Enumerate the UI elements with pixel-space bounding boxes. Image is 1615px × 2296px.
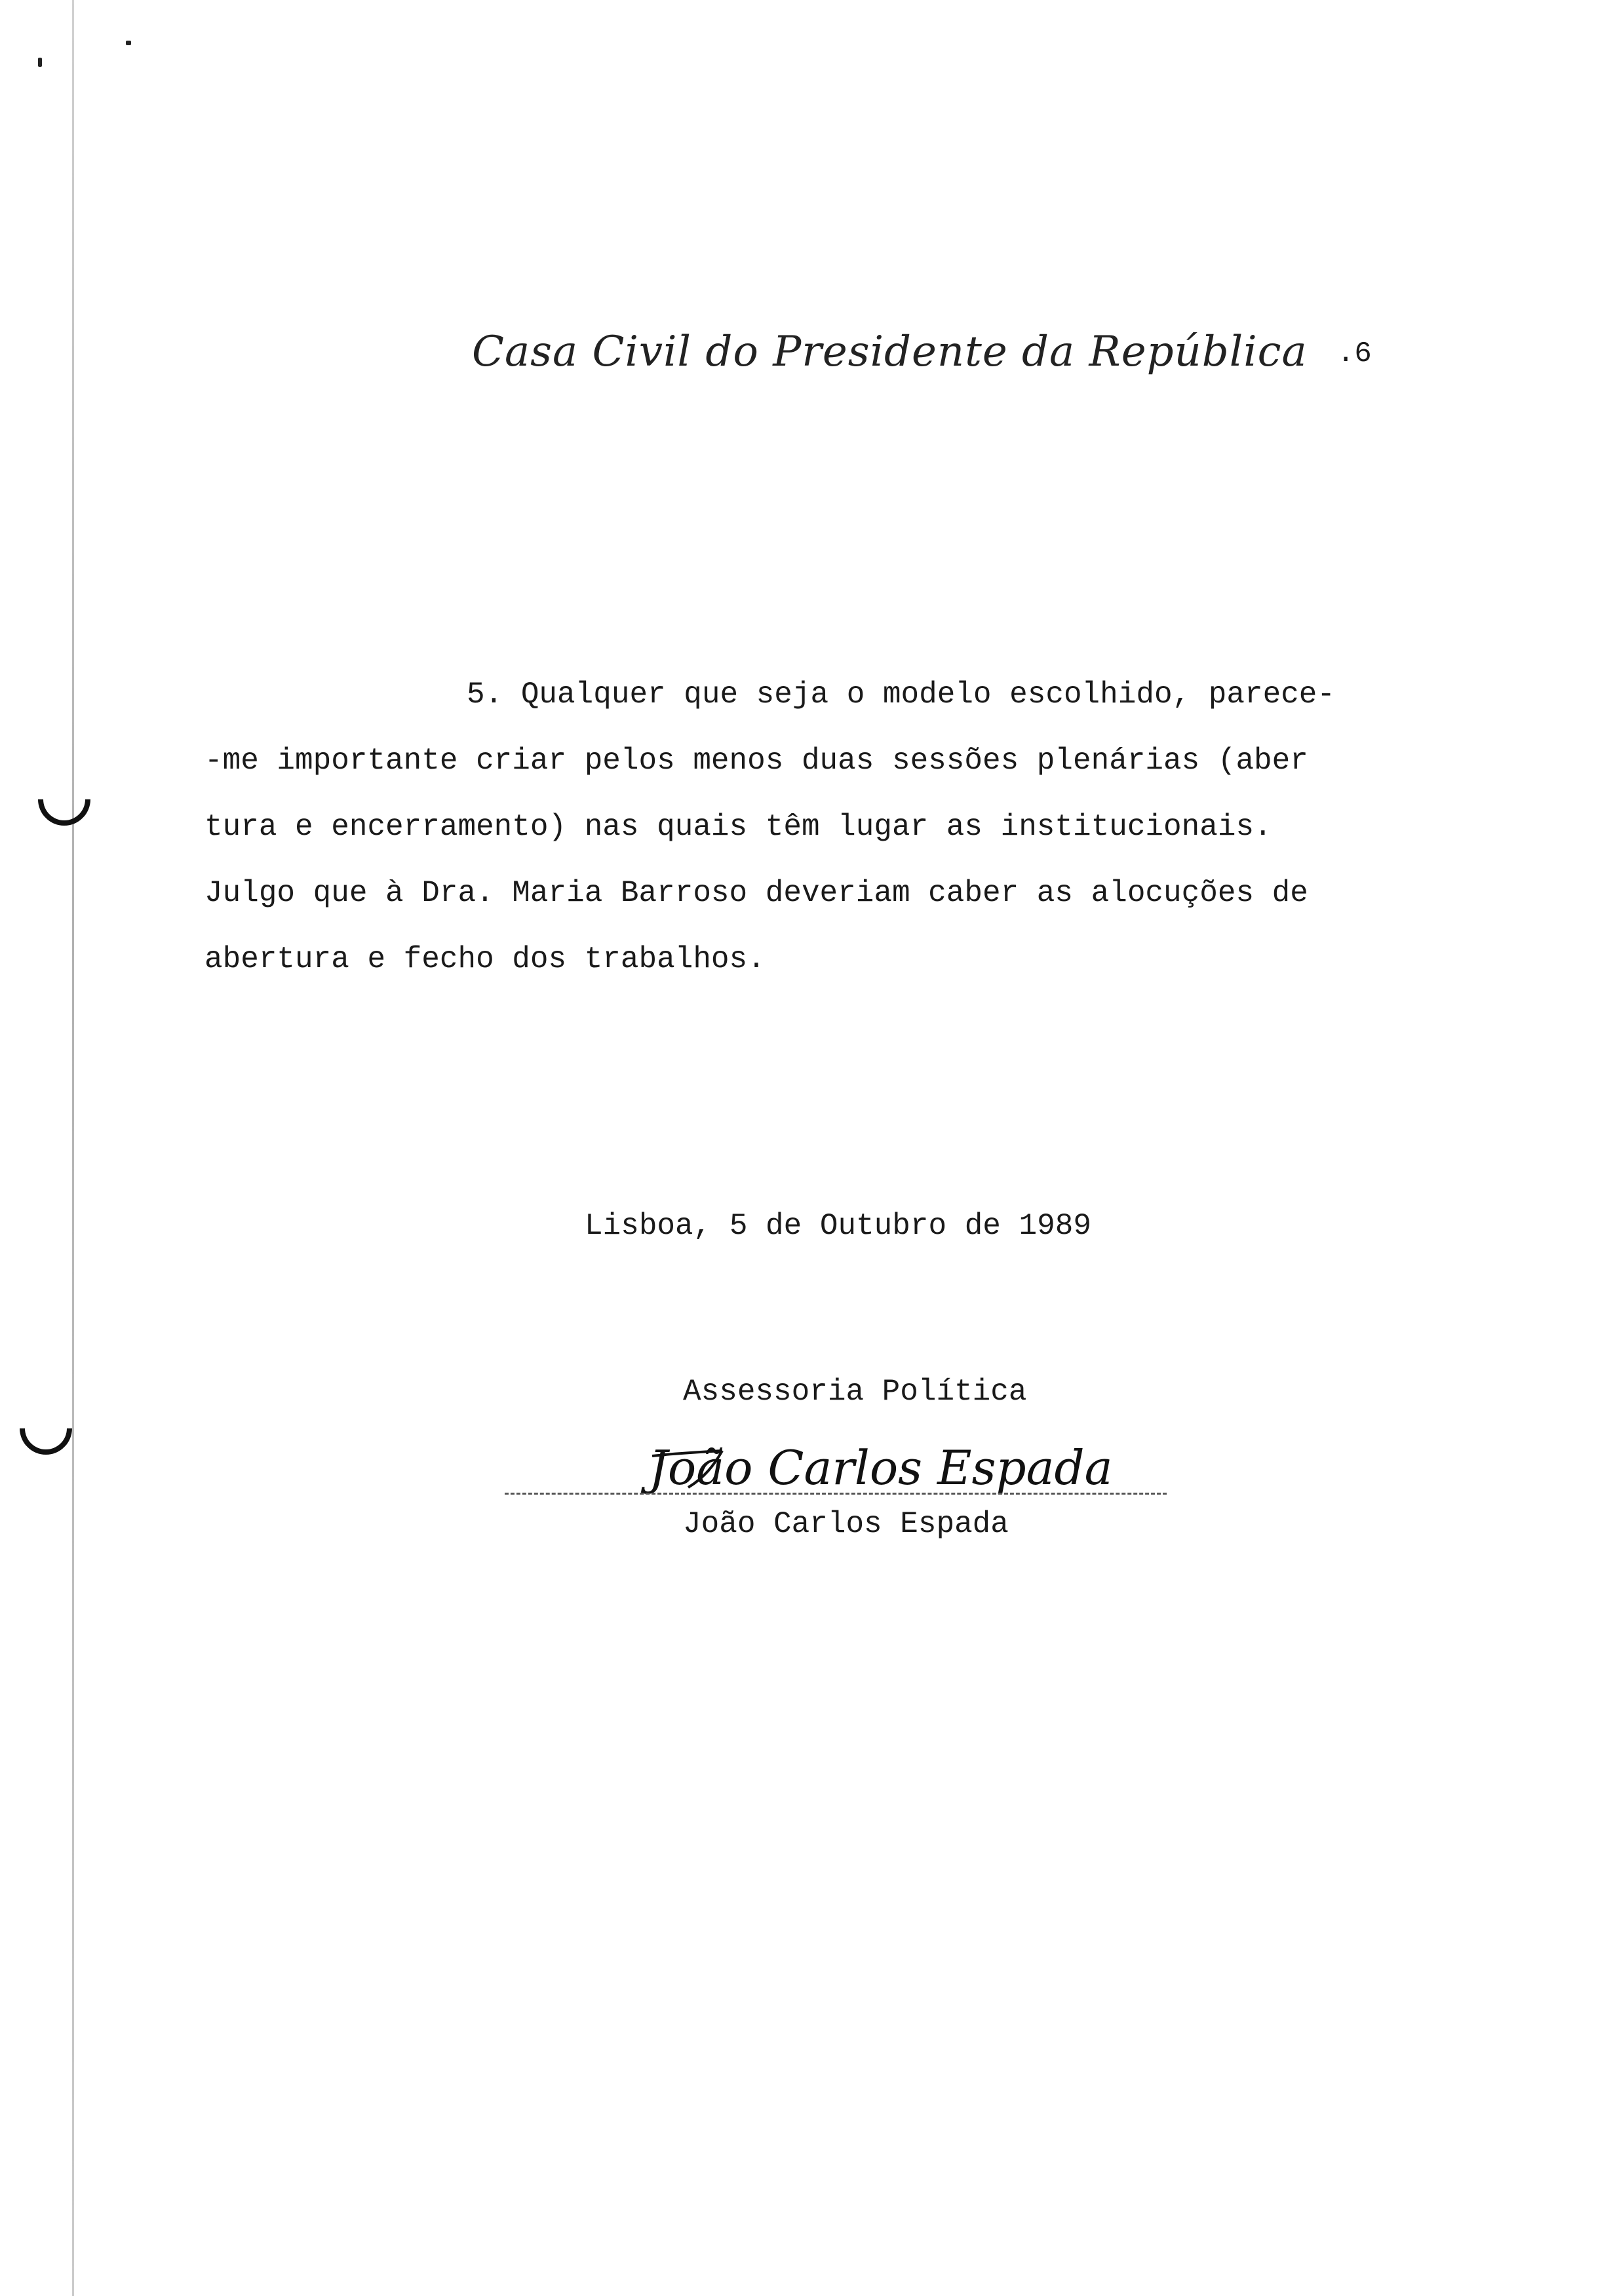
- signature-line: [505, 1493, 1167, 1495]
- body-paragraph: [204, 662, 1463, 993]
- handwritten-signature: João Carlos Espada: [649, 1440, 1113, 1495]
- paragraph-line: -me importante criar pelos menos duas sessões plenárias (aber: [204, 744, 1308, 778]
- scan-speck: [38, 58, 42, 67]
- letterhead-institution: Casa Civil do Presidente da República: [472, 328, 1308, 376]
- paragraph-line: abertura e fecho dos trabalhos.: [204, 942, 766, 976]
- paragraph-line: Julgo que à Dra. Maria Barroso deveriam caber as alocuções de: [204, 876, 1308, 910]
- office-title: Assessoria Política: [683, 1375, 1027, 1409]
- date-line: Lisboa, 5 de Outubro de 1989: [585, 1209, 1091, 1243]
- scan-margin-rule: [72, 0, 74, 2296]
- paragraph-line: 5. Qualquer que seja o modelo escolhido, parece-: [467, 678, 1336, 712]
- punch-hole-mark: [27, 762, 101, 836]
- paragraph-line: tura e encerramento) nas quais têm lugar as institucionais.: [204, 810, 1272, 844]
- page-number: .6: [1337, 337, 1372, 370]
- scan-speck: [126, 41, 131, 45]
- signatory-name: João Carlos Espada: [683, 1507, 1009, 1541]
